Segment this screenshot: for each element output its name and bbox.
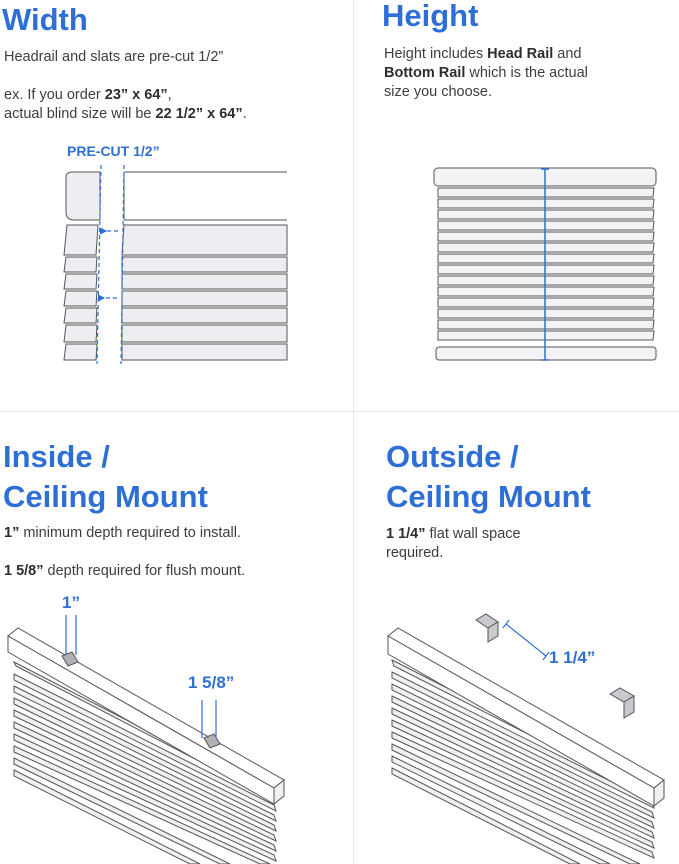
height-bottomrail [436, 347, 656, 360]
actual-suffix: . [242, 106, 247, 122]
width-diagram [64, 172, 287, 360]
inside-req1-value: 1” [4, 525, 20, 541]
outside-mount-diagram [388, 614, 664, 864]
actual-size: 22 1/2” x 64” [155, 106, 243, 122]
inside-req1-text: minimum depth required to install. [19, 525, 241, 541]
outside-req-value: 1 1/4” [386, 526, 426, 542]
head-rail-term: Head Rail [487, 46, 554, 62]
inside-title-line2: Ceiling Mount [3, 479, 208, 514]
bottom-rail-term: Bottom Rail [384, 65, 466, 81]
inside-req2-text: depth required for flush mount. [43, 563, 246, 579]
dim-1-1-4-label: 1 1/4” [549, 648, 596, 667]
outside-measure-line [506, 624, 546, 656]
height-diagram [434, 168, 656, 360]
height-title: Height [382, 0, 479, 33]
dim-1-inch-label: 1” [62, 593, 80, 612]
height-text-part1: Height includes [384, 46, 488, 62]
outside-title-line2: Ceiling Mount [386, 479, 591, 514]
cut-lines [97, 165, 124, 364]
example-comma: , [167, 87, 172, 103]
outside-req-line2: required. [386, 545, 444, 561]
precut-label: PRE-CUT 1/2” [67, 143, 160, 159]
inside-title-line1: Inside / [3, 439, 110, 474]
width-title: Width [2, 2, 88, 37]
height-text-part2: and [553, 46, 582, 62]
slats-right [122, 225, 287, 360]
width-precut-text: Headrail and slats are pre-cut 1/2” [4, 49, 224, 65]
actual-prefix: actual blind size will be [4, 106, 156, 122]
example-prefix: ex. If you order [4, 87, 105, 103]
height-slats [438, 188, 654, 340]
headrail-left-piece [66, 172, 100, 220]
dim-1-5-8-label: 1 5/8” [188, 673, 235, 692]
outside-req-text1: flat wall space [425, 526, 521, 542]
height-text-line3: size you choose. [384, 84, 493, 100]
example-order-size: 23” x 64” [104, 87, 168, 103]
outside-title-line1: Outside / [386, 439, 519, 474]
height-text-part3: which is the actual [465, 65, 588, 81]
inside-mount-diagram [8, 615, 284, 864]
slats-left [64, 225, 98, 360]
inside-req2-value: 1 5/8” [4, 563, 44, 579]
headrail-right-piece [124, 172, 287, 220]
